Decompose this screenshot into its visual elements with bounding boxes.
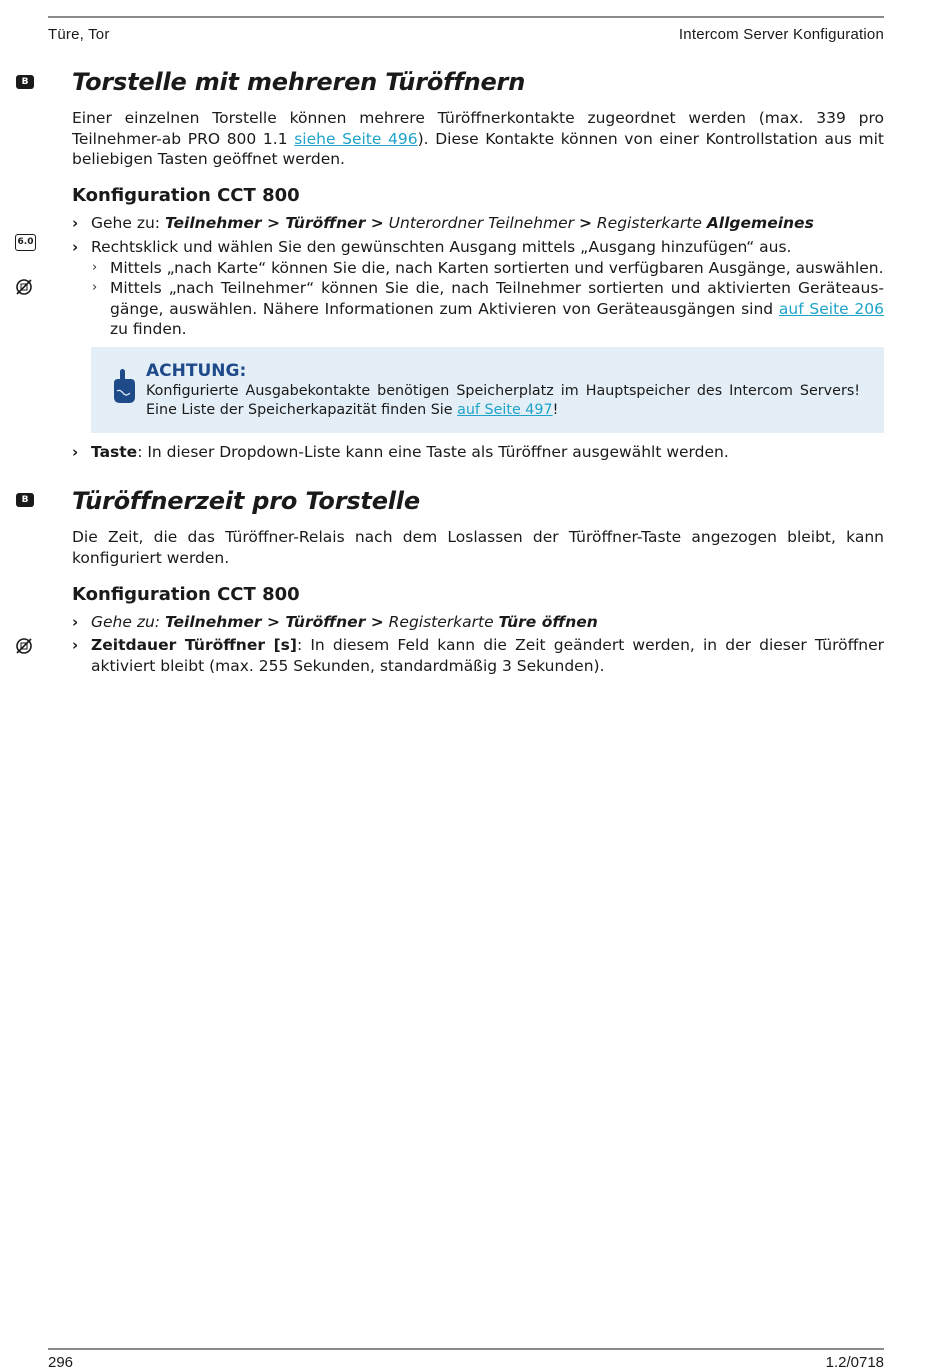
substep-by-subscriber: › Mittels „nach Teilnehmer“ können Sie die, nach Teilnehmer sortierten und aktivierten Geräteausgänge, auswählen. Nähere Informationen zum Aktivieren von Geräteausgängen sind auf Seite 206 zu finden. bbox=[92, 279, 884, 338]
substep-by-card: › Mittels „nach Karte“ können Sie die, nach Karten sortierten und verfügbaren Ausgänge, auswählen. bbox=[92, 258, 884, 277]
page-link[interactable]: auf Seite 206 bbox=[778, 299, 884, 318]
note-text: Konfigurierte Ausgabekontakte benötigen Speicherplatz im Hauptspeicher des Intercom Servers! Eine Liste der Speicherkapazität finden Sie auf Seite 497! bbox=[146, 383, 860, 418]
outline-chevron-icon: › bbox=[92, 280, 98, 295]
chevron-right-icon: › bbox=[72, 238, 79, 256]
step-add-output: › Rechtsklick und wählen Sie den gewünschten Ausgang mittels „Ausgang hinzufügen“ aus. bbox=[72, 238, 792, 256]
step-navigation: › Gehe zu: Teilnehmer > Türöffner > Unterordner Teilnehmer > Registerkarte Allgemeines bbox=[72, 214, 814, 232]
config-heading: Konfiguration CCT 800 bbox=[72, 185, 300, 206]
not-available-icon bbox=[14, 277, 34, 297]
pointing-hand-icon bbox=[111, 367, 137, 405]
page-link[interactable]: auf Seite 497 bbox=[457, 402, 553, 418]
section-badge-icon: B bbox=[16, 75, 34, 89]
page-footer bbox=[48, 1348, 884, 1371]
version-badge-icon: 6.0 bbox=[15, 234, 36, 251]
section-intro: Einer einzelnen Torstelle können mehrere Türöffnerkontakte zugeordnet werden (max. 339 pro Teilnehmer-ab PRO 800 1.1 siehe Seite 496). Diese Kontakte können von einer Kontrollstation aus mit beliebigen Tasten geöffnet werden. bbox=[72, 109, 884, 168]
warning-note bbox=[91, 347, 884, 433]
section-intro: Die Zeit, die das Türöffner-Relais nach dem Loslassen der Türöffner-Taste angezogen bleibt, kann konfiguriert werden. bbox=[72, 528, 884, 567]
step-door-opener-duration: › Zeitdauer Türöffner [s]: In diesem Feld kann die Zeit geändert werden, in der dieser Türöffner aktiviert bleibt (max. 255 Sekunden, standardmäßig 3 Sekunden). bbox=[72, 636, 884, 675]
page-number: 296 bbox=[48, 1354, 74, 1371]
header-chapter: Türe, Tor bbox=[48, 26, 110, 43]
page-link[interactable]: siehe Seite 496 bbox=[294, 129, 418, 148]
note-title: ACHTUNG: bbox=[146, 361, 247, 381]
not-available-icon bbox=[14, 636, 34, 656]
header-document-title: Intercom Server Konfiguration bbox=[678, 26, 884, 43]
step-navigation: › Gehe zu: Teilnehmer > Türöffner > Registerkarte Türe öffnen bbox=[72, 613, 598, 631]
chevron-right-icon: › bbox=[72, 613, 79, 631]
section-title: Torstelle mit mehreren Türöffnern bbox=[72, 68, 526, 96]
page-header bbox=[48, 16, 884, 43]
document-version: 1.2/0718 bbox=[825, 1354, 884, 1371]
section-title: Türöffnerzeit pro Torstelle bbox=[72, 487, 420, 515]
chevron-right-icon: › bbox=[72, 443, 79, 461]
outline-chevron-icon: › bbox=[92, 259, 98, 275]
step-key: › Taste: In dieser Dropdown-Liste kann eine Taste als Türöffner ausgewählt werden. bbox=[72, 443, 729, 461]
config-heading: Konfiguration CCT 800 bbox=[72, 584, 300, 605]
chevron-right-icon: › bbox=[72, 214, 79, 232]
chevron-right-icon: › bbox=[72, 636, 79, 654]
section-badge-icon: B bbox=[16, 493, 34, 507]
